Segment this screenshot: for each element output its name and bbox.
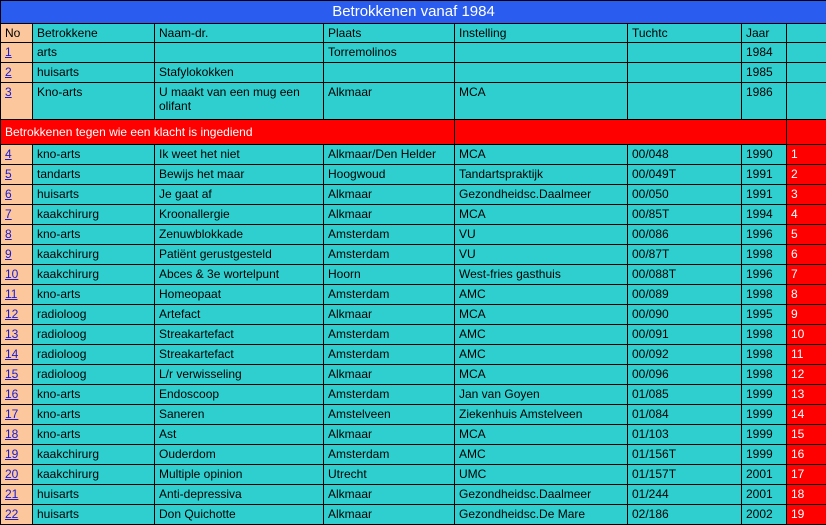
row-number-cell — [1, 405, 33, 425]
tuchtc-cell: 00/85T — [628, 205, 742, 225]
row-number-cell — [1, 63, 33, 83]
tuchtc-cell: 01/103 — [628, 425, 742, 445]
instelling-cell: AMC — [455, 345, 628, 365]
tuchtc-cell: 01/157T — [628, 465, 742, 485]
instelling-cell: MCA — [455, 145, 628, 165]
betrokkene-cell: kno-arts — [33, 225, 155, 245]
header-instelling: Instelling — [455, 24, 628, 43]
naam-cell: Stafylokokken — [155, 63, 324, 83]
plaats-cell: Utrecht — [324, 465, 455, 485]
plaats-cell: Amsterdam — [324, 245, 455, 265]
row-number-link[interactable]: 6 — [5, 187, 12, 201]
rank-cell: 9 — [787, 305, 826, 325]
rank-cell: 12 — [787, 365, 826, 385]
rank-cell: 5 — [787, 225, 826, 245]
section-fill — [455, 120, 787, 145]
betrokkene-cell: kaakchirurg — [33, 445, 155, 465]
table-row — [1, 445, 826, 465]
rank-cell: 19 — [787, 505, 826, 525]
jaar-cell: 1998 — [742, 365, 787, 385]
rank-cell: 17 — [787, 465, 826, 485]
plaats-cell: Alkmaar — [324, 505, 455, 525]
row-number-cell — [1, 345, 33, 365]
jaar-cell: 2001 — [742, 485, 787, 505]
jaar-cell: 1999 — [742, 445, 787, 465]
naam-cell: Anti-depressiva — [155, 485, 324, 505]
plaats-cell: Amsterdam — [324, 225, 455, 245]
tuchtc-cell — [628, 43, 742, 63]
rank-cell: 3 — [787, 185, 826, 205]
jaar-cell: 1998 — [742, 325, 787, 345]
betrokkene-cell: kno-arts — [33, 425, 155, 445]
instelling-cell: MCA — [455, 83, 628, 120]
betrokkene-cell: kaakchirurg — [33, 265, 155, 285]
rank-cell: 15 — [787, 425, 826, 445]
tuchtc-cell — [628, 63, 742, 83]
plaats-cell: Hoorn — [324, 265, 455, 285]
table-row — [1, 165, 826, 185]
plaats-cell: Torremolinos — [324, 43, 455, 63]
table-row — [1, 385, 826, 405]
row-number-cell — [1, 445, 33, 465]
naam-cell: L/r verwisseling — [155, 365, 324, 385]
row-number-link[interactable]: 22 — [5, 507, 18, 521]
plaats-cell: Alkmaar/Den Helder — [324, 145, 455, 165]
jaar-cell: 1991 — [742, 185, 787, 205]
betrokkene-cell: kaakchirurg — [33, 245, 155, 265]
row-number-cell — [1, 225, 33, 245]
row-number-cell — [1, 145, 33, 165]
instelling-cell: Tandartspraktijk — [455, 165, 628, 185]
table-row — [1, 63, 826, 83]
row-number-cell — [1, 505, 33, 525]
jaar-cell: 2002 — [742, 505, 787, 525]
rank-cell — [787, 63, 826, 83]
jaar-cell: 1991 — [742, 165, 787, 185]
rank-cell: 6 — [787, 245, 826, 265]
betrokkene-cell: kaakchirurg — [33, 465, 155, 485]
plaats-cell — [324, 63, 455, 83]
tuchtc-cell: 01/084 — [628, 405, 742, 425]
plaats-cell: Alkmaar — [324, 485, 455, 505]
table-row — [1, 145, 826, 165]
plaats-cell: Amsterdam — [324, 385, 455, 405]
naam-cell: Saneren — [155, 405, 324, 425]
header-tuchtc: Tuchtc — [628, 24, 742, 43]
jaar-cell: 1996 — [742, 225, 787, 245]
table-row — [1, 505, 826, 525]
betrokkene-cell: arts — [33, 43, 155, 63]
instelling-cell — [455, 63, 628, 83]
section-end — [787, 120, 826, 145]
jaar-cell: 1985 — [742, 63, 787, 83]
betrokkene-cell: kno-arts — [33, 285, 155, 305]
jaar-cell: 1994 — [742, 205, 787, 225]
row-number-cell — [1, 325, 33, 345]
naam-cell: Streakartefact — [155, 325, 324, 345]
instelling-cell: Gezondheidsc.De Mare — [455, 505, 628, 525]
table-row — [1, 305, 826, 325]
row-number-cell — [1, 465, 33, 485]
instelling-cell: Gezondheidsc.Daalmeer — [455, 485, 628, 505]
instelling-cell: AMC — [455, 445, 628, 465]
tuchtc-cell: 01/085 — [628, 385, 742, 405]
rank-cell — [787, 83, 826, 120]
plaats-cell: Alkmaar — [324, 83, 455, 120]
instelling-cell: Ziekenhuis Amstelveen — [455, 405, 628, 425]
section-row — [1, 120, 826, 145]
jaar-cell: 1996 — [742, 265, 787, 285]
row-number-link[interactable]: 2 — [5, 65, 12, 79]
tuchtc-cell: 00/049T — [628, 165, 742, 185]
tuchtc-cell: 00/048 — [628, 145, 742, 165]
betrokkene-cell: Kno-arts — [33, 83, 155, 120]
rank-cell — [787, 43, 826, 63]
naam-cell: Je gaat af — [155, 185, 324, 205]
betrokkene-cell: kno-arts — [33, 405, 155, 425]
naam-cell: Endoscoop — [155, 385, 324, 405]
tuchtc-cell: 00/089 — [628, 285, 742, 305]
naam-cell — [155, 43, 324, 63]
tuchtc-cell: 00/050 — [628, 185, 742, 205]
jaar-cell: 1999 — [742, 385, 787, 405]
rank-cell: 8 — [787, 285, 826, 305]
row-number-link[interactable]: 17 — [5, 407, 18, 421]
row-number-link[interactable]: 4 — [5, 147, 12, 161]
header-row — [1, 24, 826, 43]
row-number-cell — [1, 485, 33, 505]
table-row — [1, 365, 826, 385]
table-row — [1, 345, 826, 365]
instelling-cell: West-fries gasthuis — [455, 265, 628, 285]
tuchtc-cell: 00/086 — [628, 225, 742, 245]
plaats-cell: Amsterdam — [324, 445, 455, 465]
betrokkene-cell: kno-arts — [33, 385, 155, 405]
table-row — [1, 245, 826, 265]
betrokkene-cell: tandarts — [33, 165, 155, 185]
row-number-cell — [1, 83, 33, 120]
naam-cell: Artefact — [155, 305, 324, 325]
tuchtc-cell: 00/092 — [628, 345, 742, 365]
rank-cell: 2 — [787, 165, 826, 185]
rank-cell: 10 — [787, 325, 826, 345]
rank-cell: 18 — [787, 485, 826, 505]
rank-cell: 11 — [787, 345, 826, 365]
tuchtc-cell: 00/091 — [628, 325, 742, 345]
tuchtc-cell: 00/090 — [628, 305, 742, 325]
betrokkene-cell: radioloog — [33, 345, 155, 365]
table-row — [1, 185, 826, 205]
table-row — [1, 225, 826, 245]
table-row — [1, 43, 826, 63]
tuchtc-cell — [628, 83, 742, 120]
naam-cell: Ouderdom — [155, 445, 324, 465]
naam-cell: Kroonallergie — [155, 205, 324, 225]
tuchtc-cell: 00/096 — [628, 365, 742, 385]
jaar-cell: 1995 — [742, 305, 787, 325]
row-number-cell — [1, 165, 33, 185]
betrokkene-cell: radioloog — [33, 365, 155, 385]
naam-cell: Homeopaat — [155, 285, 324, 305]
table-row — [1, 405, 826, 425]
row-number-cell — [1, 245, 33, 265]
rank-cell: 14 — [787, 405, 826, 425]
naam-cell: Streakartefact — [155, 345, 324, 365]
naam-cell: Abces & 3e wortelpunt — [155, 265, 324, 285]
row-number-cell — [1, 265, 33, 285]
plaats-cell: Amsterdam — [324, 345, 455, 365]
row-number-link[interactable]: 16 — [5, 387, 18, 401]
row-number-link[interactable]: 21 — [5, 487, 18, 501]
row-number-link[interactable]: 3 — [5, 85, 12, 99]
betrokkene-cell: radioloog — [33, 325, 155, 345]
tuchtc-cell: 00/87T — [628, 245, 742, 265]
naam-cell: Ik weet het niet — [155, 145, 324, 165]
naam-cell: U maakt van een mug een olifant — [155, 83, 324, 120]
plaats-cell: Alkmaar — [324, 425, 455, 445]
rank-cell: 13 — [787, 385, 826, 405]
row-number-link[interactable]: 1 — [5, 45, 12, 59]
naam-cell: Patiënt gerustgesteld — [155, 245, 324, 265]
row-number-link[interactable]: 8 — [5, 227, 12, 241]
row-number-link[interactable]: 5 — [5, 167, 12, 181]
tuchtc-cell: 01/244 — [628, 485, 742, 505]
jaar-cell: 2001 — [742, 465, 787, 485]
naam-cell: Ast — [155, 425, 324, 445]
row-number-link[interactable]: 20 — [5, 467, 18, 481]
table-row — [1, 465, 826, 485]
instelling-cell: UMC — [455, 465, 628, 485]
table-row — [1, 205, 826, 225]
header-naam: Naam-dr. — [155, 24, 324, 43]
row-number-cell — [1, 185, 33, 205]
plaats-cell: Hoogwoud — [324, 165, 455, 185]
jaar-cell: 1984 — [742, 43, 787, 63]
row-number-cell — [1, 385, 33, 405]
instelling-cell: AMC — [455, 285, 628, 305]
plaats-cell: Amsterdam — [324, 325, 455, 345]
row-number-link[interactable]: 10 — [5, 267, 18, 281]
tuchtc-cell: 00/088T — [628, 265, 742, 285]
plaats-cell: Amstelveen — [324, 405, 455, 425]
table-row — [1, 325, 826, 345]
table-row — [1, 285, 826, 305]
header-rank — [787, 24, 826, 43]
instelling-cell: AMC — [455, 325, 628, 345]
betrokkene-cell: huisarts — [33, 63, 155, 83]
header-betrokkene: Betrokkene — [33, 24, 155, 43]
row-number-link[interactable]: 14 — [5, 347, 18, 361]
betrokkene-cell: kno-arts — [33, 145, 155, 165]
jaar-cell: 1998 — [742, 345, 787, 365]
tuchtc-cell: 02/186 — [628, 505, 742, 525]
row-number-link[interactable]: 18 — [5, 427, 18, 441]
row-number-link[interactable]: 13 — [5, 327, 18, 341]
header-jaar: Jaar — [742, 24, 787, 43]
instelling-cell: Jan van Goyen — [455, 385, 628, 405]
row-number-link[interactable]: 11 — [5, 287, 17, 301]
row-number-link[interactable]: 15 — [5, 367, 18, 381]
rank-cell: 4 — [787, 205, 826, 225]
jaar-cell: 1999 — [742, 425, 787, 445]
row-number-cell — [1, 305, 33, 325]
page-title: Betrokkenen vanaf 1984 — [1, 1, 826, 24]
jaar-cell: 1990 — [742, 145, 787, 165]
row-number-cell — [1, 205, 33, 225]
table-row — [1, 83, 826, 120]
jaar-cell: 1998 — [742, 245, 787, 265]
instelling-cell: MCA — [455, 205, 628, 225]
naam-cell: Don Quichotte — [155, 505, 324, 525]
instelling-cell: MCA — [455, 365, 628, 385]
rank-cell: 1 — [787, 145, 826, 165]
betrokkene-cell: kaakchirurg — [33, 205, 155, 225]
jaar-cell: 1998 — [742, 285, 787, 305]
naam-cell: Zenuwblokkade — [155, 225, 324, 245]
row-number-link[interactable]: 7 — [5, 207, 12, 221]
jaar-cell: 1986 — [742, 83, 787, 120]
jaar-cell: 1999 — [742, 405, 787, 425]
naam-cell: Multiple opinion — [155, 465, 324, 485]
row-number-link[interactable]: 12 — [5, 307, 18, 321]
instelling-cell: MCA — [455, 425, 628, 445]
plaats-cell: Alkmaar — [324, 185, 455, 205]
plaats-cell: Alkmaar — [324, 205, 455, 225]
row-number-link[interactable]: 9 — [5, 247, 12, 261]
row-number-cell — [1, 43, 33, 63]
betrokkene-cell: huisarts — [33, 485, 155, 505]
header-plaats: Plaats — [324, 24, 455, 43]
header-no: No — [1, 24, 33, 43]
betrokkene-cell: huisarts — [33, 185, 155, 205]
instelling-cell: VU — [455, 245, 628, 265]
instelling-cell: Gezondheidsc.Daalmeer — [455, 185, 628, 205]
row-number-link[interactable]: 19 — [5, 447, 18, 461]
table-row — [1, 425, 826, 445]
row-number-cell — [1, 285, 33, 305]
plaats-cell: Alkmaar — [324, 365, 455, 385]
betrokkene-cell: radioloog — [33, 305, 155, 325]
rank-cell: 16 — [787, 445, 826, 465]
section-label: Betrokkenen tegen wie een klacht is ingediend — [1, 120, 455, 145]
tuchtc-cell: 01/156T — [628, 445, 742, 465]
instelling-cell — [455, 43, 628, 63]
betrokkene-cell: huisarts — [33, 505, 155, 525]
plaats-cell: Alkmaar — [324, 305, 455, 325]
plaats-cell: Amsterdam — [324, 285, 455, 305]
instelling-cell: VU — [455, 225, 628, 245]
naam-cell: Bewijs het maar — [155, 165, 324, 185]
row-number-cell — [1, 425, 33, 445]
instelling-cell: MCA — [455, 305, 628, 325]
table-row — [1, 485, 826, 505]
rank-cell: 7 — [787, 265, 826, 285]
table-row — [1, 265, 826, 285]
row-number-cell — [1, 365, 33, 385]
